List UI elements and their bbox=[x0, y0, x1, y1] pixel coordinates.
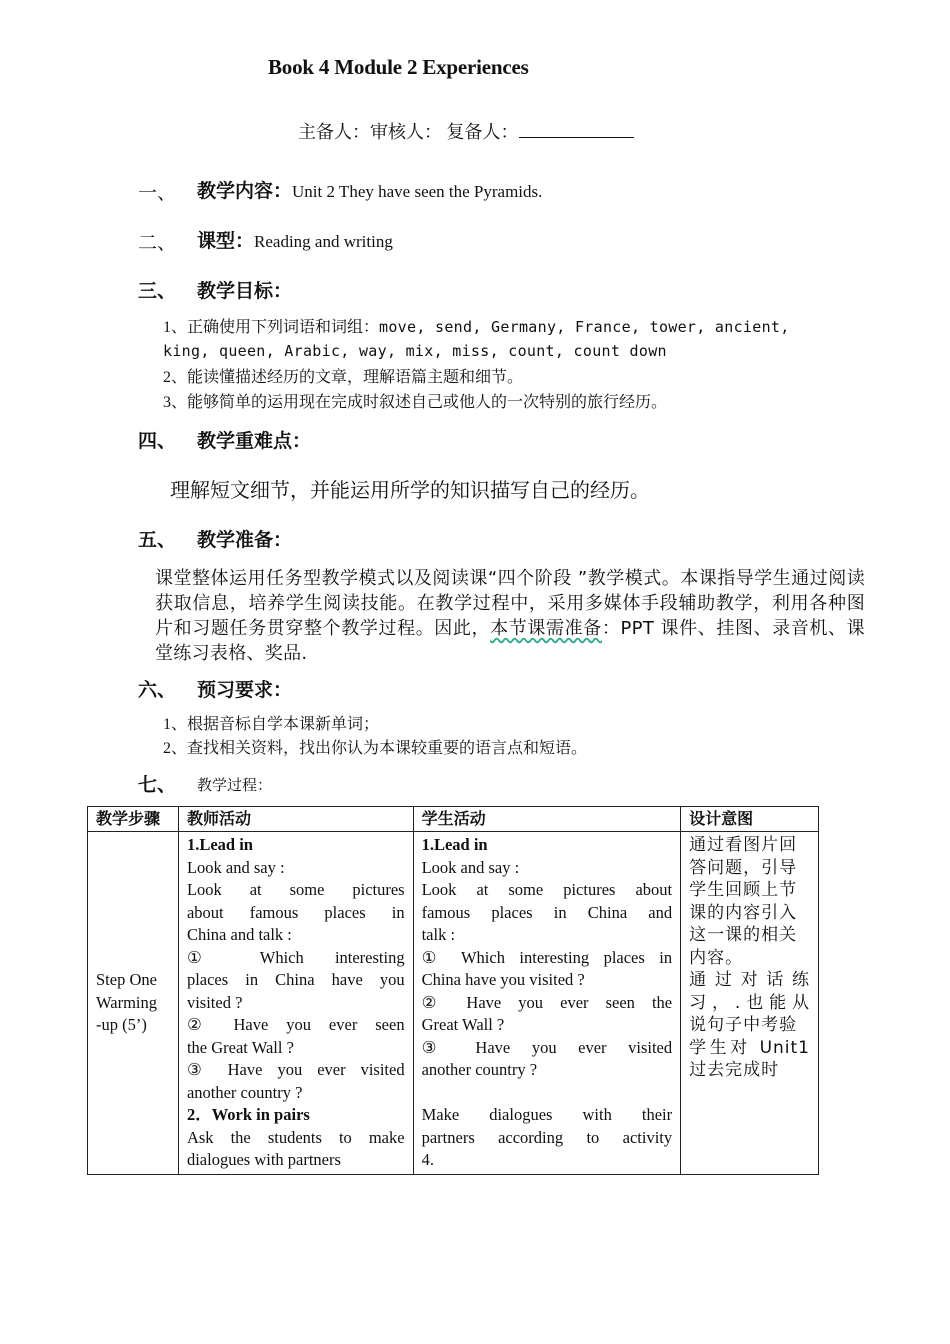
objective-1-prefix: 1、正确使用下列词语和词组： bbox=[163, 319, 380, 336]
design-line: 内容。 bbox=[689, 947, 744, 968]
section-number: 六、 bbox=[138, 680, 177, 701]
section-number: 五、 bbox=[138, 530, 177, 551]
student-line: famous places in China and bbox=[421, 902, 673, 922]
student-line: ② Have you ever seen the bbox=[421, 992, 673, 1012]
staff-blank bbox=[519, 121, 634, 138]
teaching-process-table bbox=[87, 806, 819, 1175]
preview-2: 2、查找相关资料，找出你认为本课较重要的语言点和短语。 bbox=[163, 740, 588, 757]
step-line: Warming bbox=[96, 992, 157, 1012]
step-line: -up (5’) bbox=[96, 1015, 147, 1034]
section-2-content bbox=[197, 226, 393, 253]
section-number: 三、 bbox=[138, 281, 177, 302]
teacher-line: Look at some pictures bbox=[186, 880, 405, 899]
objective-1-words: move, send, Germany, France, tower, ancient, bbox=[379, 318, 790, 336]
section-1-content bbox=[197, 176, 542, 203]
design-line: 课的内容引入 bbox=[689, 902, 798, 923]
section-heading: 教学重难点： bbox=[197, 431, 312, 452]
section-heading: 教学准备： bbox=[197, 530, 293, 551]
objective-1-continued: king, queen, Arabic, way, mix, miss, count, count down bbox=[163, 342, 667, 360]
table-row bbox=[88, 832, 819, 1175]
step-cell bbox=[88, 832, 179, 1175]
table-header-row bbox=[88, 807, 819, 832]
header-step: 教学步骤 bbox=[88, 807, 179, 832]
preparation-text: 课堂整体运用任务型教学模式以及阅读课“四个阶段 ”教学模式。本课指导学生通过阅读获取信息，培养学生阅读技能。在教学过程中，采用多媒体手段辅助教学，利用各种图片和习题任务贯穿整个教学过程。因此， bbox=[155, 568, 865, 639]
staff-line bbox=[298, 118, 634, 144]
design-line: 这一课的相关 bbox=[689, 925, 798, 945]
teacher-line: ② Have you ever seen bbox=[186, 1015, 405, 1034]
design-line: 通过对话练 bbox=[689, 970, 810, 990]
student-line: partners according to activity bbox=[421, 1127, 673, 1147]
teacher-line: about famous places in bbox=[186, 902, 405, 922]
section-heading: 教学内容： bbox=[197, 181, 293, 202]
step-line: Step One bbox=[96, 970, 157, 989]
section-1 bbox=[138, 178, 176, 205]
student-line: Make dialogues with their bbox=[421, 1105, 673, 1124]
preparation-underlined: 本节课需准备 bbox=[490, 618, 602, 639]
section-6 bbox=[138, 675, 176, 702]
header-student: 学生活动 bbox=[413, 807, 681, 832]
section-3-heading bbox=[197, 276, 292, 303]
design-intent-cell bbox=[681, 832, 819, 1175]
section-7-heading: 教学过程： bbox=[197, 778, 273, 794]
design-line: 答问题，引导 bbox=[689, 857, 798, 878]
teacher-line: ③ Have you ever visited bbox=[186, 1060, 405, 1079]
student-activity-cell bbox=[413, 832, 681, 1175]
section-4-heading bbox=[197, 426, 311, 453]
section-number: 四、 bbox=[138, 431, 177, 452]
teacher-line: visited ? bbox=[186, 992, 243, 1012]
section-number: 二、 bbox=[138, 233, 177, 254]
staff-labels: 主备人：审核人： 复备人： bbox=[298, 122, 519, 142]
design-line: 说句子中考验 bbox=[689, 1015, 798, 1035]
student-line: talk : bbox=[421, 925, 456, 944]
section-4 bbox=[138, 426, 176, 453]
section-number: 一、 bbox=[138, 183, 177, 204]
student-line: Great Wall ? bbox=[421, 1015, 505, 1034]
student-line: ③ Have you ever visited bbox=[421, 1037, 673, 1057]
section-6-heading bbox=[197, 675, 292, 702]
teacher-line: dialogues with partners bbox=[186, 1150, 341, 1169]
section-heading: 预习要求： bbox=[197, 680, 293, 701]
section-2 bbox=[138, 228, 176, 255]
design-line: 学生回顾上节 bbox=[689, 880, 798, 900]
header-design: 设计意图 bbox=[681, 807, 819, 832]
design-line: 学生对 Unit1 bbox=[689, 1037, 810, 1058]
section-number: 七、 bbox=[138, 775, 177, 796]
objective-3: 3、能够简单的运用现在完成时叙述自己或他人的一次特别的旅行经历。 bbox=[163, 394, 668, 411]
teacher-line: China and talk : bbox=[186, 925, 292, 944]
student-spacer bbox=[422, 1082, 673, 1105]
teacher-activity-cell bbox=[178, 832, 413, 1175]
header-teacher: 教师活动 bbox=[178, 807, 413, 832]
section-heading: 课型： bbox=[197, 231, 255, 252]
teacher-line: ① Which interesting bbox=[186, 947, 405, 967]
teacher-line: 2．Work in pairs bbox=[186, 1105, 310, 1124]
student-line: 4. bbox=[421, 1150, 434, 1169]
teacher-line: 1.Lead in bbox=[186, 835, 253, 854]
teacher-line: places in China have you bbox=[186, 970, 405, 989]
student-line: 1.Lead in bbox=[421, 835, 488, 854]
teacher-line: the Great Wall ? bbox=[186, 1037, 294, 1057]
preparation-materials: ：PPT 课件、挂图、录音机、课堂练习表格、奖品. bbox=[155, 618, 865, 664]
teacher-line: Look and say : bbox=[186, 857, 285, 877]
section-value: Reading and writing bbox=[254, 232, 393, 251]
student-line: Look at some pictures about bbox=[421, 880, 673, 899]
design-line: 通过看图片回 bbox=[689, 835, 798, 855]
preview-1: 1、根据音标自学本课新单词； bbox=[163, 716, 380, 733]
student-line: China have you visited ? bbox=[421, 970, 585, 989]
objective-1 bbox=[163, 314, 790, 337]
student-line: another country ? bbox=[421, 1060, 538, 1079]
key-points-text: 理解短文细节，并能运用所学的知识描写自己的经历。 bbox=[170, 480, 650, 502]
document-title: Book 4 Module 2 Experiences bbox=[268, 55, 529, 79]
teacher-line: another country ? bbox=[186, 1082, 303, 1102]
section-value: Unit 2 They have seen the Pyramids. bbox=[292, 182, 543, 201]
section-5 bbox=[138, 525, 176, 552]
teacher-line: Ask the students to make bbox=[186, 1127, 405, 1147]
design-line: 习，.也能从 bbox=[689, 992, 810, 1013]
preparation-paragraph bbox=[155, 566, 865, 666]
section-7 bbox=[138, 770, 176, 797]
section-5-heading bbox=[197, 525, 292, 552]
student-line: Look and say : bbox=[421, 857, 520, 877]
design-line: 过去完成时 bbox=[689, 1060, 780, 1080]
section-heading: 教学目标： bbox=[197, 281, 293, 302]
student-line: ① Which interesting places in bbox=[421, 947, 673, 967]
objective-2: 2、能读懂描述经历的文章，理解语篇主题和细节。 bbox=[163, 369, 524, 386]
section-3 bbox=[138, 276, 176, 303]
